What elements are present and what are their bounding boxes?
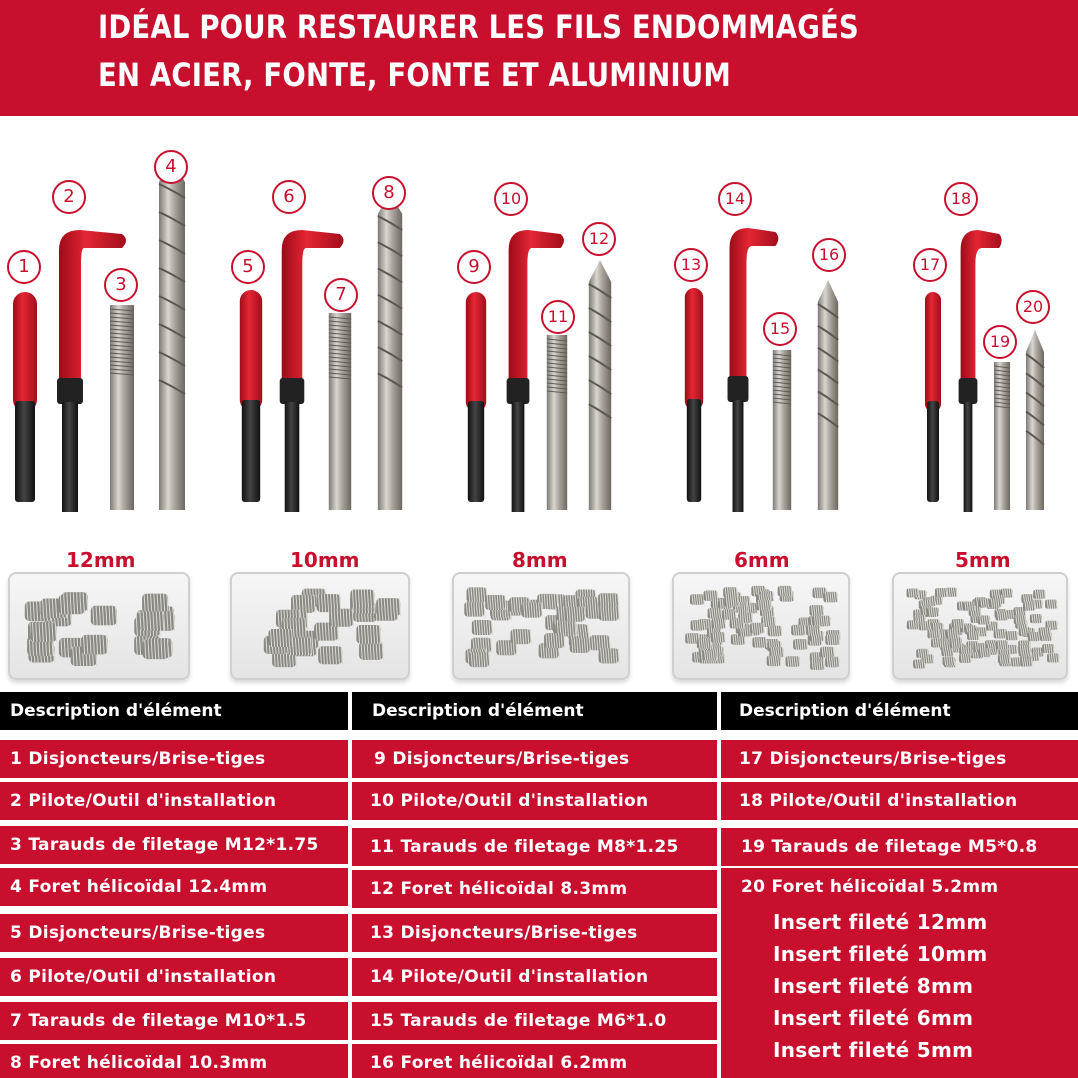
coil-insert bbox=[996, 640, 1008, 649]
item-number-badge: 20 bbox=[1016, 290, 1050, 324]
insert-item: Insert fileté 12mm bbox=[773, 910, 988, 934]
breaker-rod bbox=[468, 401, 484, 502]
insert-list bbox=[721, 902, 1078, 1078]
coil-insert bbox=[565, 607, 586, 622]
item-number-badge: 8 bbox=[372, 176, 406, 210]
table-row: 11 Tarauds de filetage M8*1.25 bbox=[352, 828, 717, 866]
item-number-badge: 16 bbox=[812, 238, 846, 272]
size-label-10mm: 10mm bbox=[290, 548, 360, 572]
insert-coils-12mm bbox=[10, 574, 190, 680]
drill-body bbox=[589, 260, 611, 510]
breaker-rod bbox=[687, 399, 701, 502]
insert-box-12mm bbox=[8, 572, 190, 680]
column-header: Description d'élément bbox=[0, 692, 348, 730]
coil-insert bbox=[752, 637, 766, 648]
coil-insert bbox=[142, 594, 168, 614]
table-row: 9 Disjoncteurs/Brise-tiges bbox=[352, 740, 717, 778]
coil-insert bbox=[485, 595, 506, 610]
item-number-badge: 9 bbox=[457, 250, 491, 284]
tap-body bbox=[110, 305, 134, 510]
pilot-rod bbox=[62, 402, 78, 512]
coil-insert bbox=[1023, 602, 1035, 611]
item-number-badge: 15 bbox=[763, 312, 797, 346]
coil-insert bbox=[704, 591, 718, 602]
pilot-collar bbox=[728, 376, 749, 402]
coil-insert bbox=[1033, 590, 1045, 599]
breaker-handle bbox=[13, 292, 37, 412]
coil-insert bbox=[138, 611, 164, 631]
coil-insert bbox=[913, 659, 925, 668]
table-row: 7 Tarauds de filetage M10*1.5 bbox=[0, 1002, 348, 1040]
item-number-badge: 18 bbox=[944, 182, 978, 216]
coil-insert bbox=[356, 626, 380, 644]
coil-insert bbox=[967, 631, 979, 640]
coil-insert bbox=[522, 603, 543, 618]
table-row: 16 Foret hélicoïdal 6.2mm bbox=[352, 1044, 717, 1078]
coil-insert bbox=[767, 656, 781, 667]
coil-insert bbox=[946, 629, 958, 638]
breaker-handle bbox=[466, 292, 486, 412]
coil-insert bbox=[998, 655, 1010, 664]
drill-body bbox=[378, 192, 402, 510]
coil-insert bbox=[979, 598, 991, 607]
coil-insert bbox=[464, 602, 485, 617]
breaker-handle bbox=[240, 290, 262, 411]
coil-insert bbox=[750, 623, 764, 634]
tools-drawing bbox=[0, 130, 1078, 530]
coil-insert bbox=[825, 634, 839, 645]
coil-insert bbox=[1047, 653, 1059, 662]
tap-body bbox=[547, 335, 567, 510]
tool-group-4 bbox=[685, 228, 838, 512]
insert-item: Insert fileté 5mm bbox=[773, 1038, 974, 1062]
insert-box-5mm bbox=[892, 572, 1068, 680]
insert-box-6mm bbox=[672, 572, 850, 680]
coil-insert bbox=[359, 642, 383, 660]
coil-insert bbox=[959, 654, 971, 663]
breaker-rod bbox=[927, 401, 939, 502]
table-row: 17 Disjoncteurs/Brise-tiges bbox=[721, 740, 1078, 778]
coil-insert bbox=[963, 602, 975, 611]
coil-insert bbox=[467, 587, 488, 602]
pilot-collar bbox=[507, 378, 530, 404]
coil-insert bbox=[329, 609, 353, 627]
pilot-collar bbox=[280, 378, 305, 404]
table-row: 8 Foret hélicoïdal 10.3mm bbox=[0, 1044, 348, 1078]
column-header: Description d'élément bbox=[352, 692, 717, 730]
table-row: 15 Tarauds de filetage M6*1.0 bbox=[352, 1002, 717, 1040]
coil-insert bbox=[927, 629, 939, 638]
insert-item: Insert fileté 6mm bbox=[773, 1006, 974, 1030]
coil-insert bbox=[511, 629, 532, 644]
coil-insert bbox=[599, 606, 620, 621]
size-label-8mm: 8mm bbox=[512, 548, 568, 572]
table-row: 6 Pilote/Outil d'installation bbox=[0, 958, 348, 996]
table-row: 3 Tarauds de filetage M12*1.75 bbox=[0, 826, 348, 864]
table-column-2 bbox=[352, 690, 717, 1078]
coil-insert bbox=[791, 625, 805, 636]
coil-insert bbox=[570, 638, 591, 653]
insert-coils-6mm bbox=[674, 574, 850, 680]
table-row: 20 Foret hélicoïdal 5.2mm bbox=[721, 868, 1078, 906]
item-number-badge: 6 bbox=[272, 180, 306, 214]
coil-insert bbox=[1014, 615, 1026, 624]
insert-item: Insert fileté 10mm bbox=[773, 942, 988, 966]
coil-insert bbox=[793, 639, 807, 650]
table-column-1 bbox=[0, 690, 348, 1078]
coil-insert bbox=[1018, 645, 1030, 654]
title-line-1: IDÉAL POUR RESTAURER LES FILS ENDOMMAGÉS bbox=[98, 8, 859, 46]
insert-coils-5mm bbox=[894, 574, 1068, 680]
insert-item: Insert fileté 8mm bbox=[773, 974, 974, 998]
table-row: 2 Pilote/Outil d'installation bbox=[0, 782, 348, 820]
item-number-badge: 19 bbox=[983, 325, 1017, 359]
insert-boxes bbox=[0, 548, 1078, 688]
item-number-badge: 12 bbox=[582, 222, 616, 256]
coil-insert bbox=[1006, 631, 1018, 640]
coil-insert bbox=[708, 608, 722, 619]
item-number-badge: 10 bbox=[494, 182, 528, 216]
coil-insert bbox=[825, 657, 839, 668]
item-number-badge: 14 bbox=[718, 182, 752, 216]
table-row: 4 Foret hélicoïdal 12.4mm bbox=[0, 868, 348, 906]
table-row: 12 Foret hélicoïdal 8.3mm bbox=[352, 870, 717, 908]
coil-insert bbox=[768, 626, 782, 637]
coil-insert bbox=[786, 656, 800, 667]
coil-insert bbox=[978, 648, 990, 657]
coil-insert bbox=[756, 600, 770, 611]
coil-insert bbox=[81, 635, 107, 655]
pilot-rod bbox=[964, 402, 973, 512]
coil-insert bbox=[318, 646, 342, 664]
pilot-rod bbox=[733, 400, 744, 512]
coil-insert bbox=[943, 656, 955, 665]
item-number-badge: 17 bbox=[913, 248, 947, 282]
coil-insert bbox=[1030, 614, 1042, 623]
coil-insert bbox=[1020, 658, 1032, 667]
coil-insert bbox=[1028, 632, 1040, 641]
coil-insert bbox=[931, 638, 943, 647]
tools-illustration bbox=[0, 130, 1078, 530]
coil-insert bbox=[916, 649, 928, 658]
coil-insert bbox=[722, 609, 736, 620]
size-label-6mm: 6mm bbox=[734, 548, 790, 572]
table-row: 13 Disjoncteurs/Brise-tiges bbox=[352, 914, 717, 952]
coil-insert bbox=[820, 647, 834, 658]
table-row: 14 Pilote/Outil d'installation bbox=[352, 958, 717, 996]
item-number-badge: 5 bbox=[231, 250, 265, 284]
item-number-badge: 13 bbox=[674, 248, 708, 282]
coil-insert bbox=[978, 616, 990, 625]
table-column-3 bbox=[721, 690, 1078, 1078]
tool-groups bbox=[13, 160, 1044, 512]
insert-coils-8mm bbox=[454, 574, 630, 680]
pilot-handle bbox=[730, 228, 779, 378]
coil-insert bbox=[712, 618, 726, 629]
column-header: Description d'élément bbox=[721, 692, 1078, 730]
coil-insert bbox=[268, 629, 292, 647]
table-row: 10 Pilote/Outil d'installation bbox=[352, 782, 717, 820]
title-banner bbox=[0, 0, 1078, 116]
coil-insert bbox=[812, 616, 826, 627]
table-row: 5 Disjoncteurs/Brise-tiges bbox=[0, 914, 348, 952]
item-number-badge: 3 bbox=[104, 268, 138, 302]
insert-box-8mm bbox=[452, 572, 630, 680]
coil-insert bbox=[697, 638, 711, 649]
coil-insert bbox=[544, 633, 565, 648]
coil-insert bbox=[469, 652, 490, 667]
coil-insert bbox=[950, 639, 962, 648]
insert-box-10mm bbox=[230, 572, 410, 680]
coil-insert bbox=[472, 620, 493, 635]
coil-insert bbox=[806, 625, 820, 636]
pilot-rod bbox=[512, 402, 525, 512]
item-number-badge: 1 bbox=[7, 250, 41, 284]
pilot-collar bbox=[57, 378, 83, 404]
table-row: 1 Disjoncteurs/Brise-tiges bbox=[0, 740, 348, 778]
coil-insert bbox=[907, 588, 919, 597]
coil-insert bbox=[702, 650, 716, 661]
breaker-rod bbox=[15, 401, 35, 502]
coil-insert bbox=[91, 606, 117, 626]
coil-insert bbox=[711, 632, 725, 643]
coil-insert bbox=[690, 594, 704, 605]
insert-coils-10mm bbox=[232, 574, 410, 680]
tool-group-2 bbox=[240, 192, 402, 512]
coil-insert bbox=[350, 589, 374, 607]
coil-insert bbox=[907, 620, 919, 629]
coil-insert bbox=[30, 623, 56, 643]
coil-insert bbox=[952, 619, 964, 628]
description-table bbox=[0, 690, 1078, 1078]
tool-group-1 bbox=[13, 160, 185, 512]
coil-insert bbox=[996, 611, 1008, 620]
title-line-2: EN ACIER, FONTE, FONTE ET ALUMINIUM bbox=[98, 56, 731, 94]
item-number-badge: 11 bbox=[541, 300, 575, 334]
coil-insert bbox=[823, 592, 837, 603]
coil-insert bbox=[810, 659, 824, 670]
coil-insert bbox=[1039, 627, 1051, 636]
item-number-badge: 4 bbox=[154, 150, 188, 184]
coil-insert bbox=[989, 598, 1001, 607]
breaker-handle bbox=[925, 292, 941, 412]
coil-insert bbox=[809, 605, 823, 616]
coil-insert bbox=[994, 629, 1006, 638]
pilot-collar bbox=[959, 378, 978, 404]
item-number-badge: 7 bbox=[324, 278, 358, 312]
coil-insert bbox=[724, 596, 738, 607]
pilot-rod bbox=[285, 402, 300, 512]
coil-insert bbox=[376, 598, 400, 616]
table-row: 19 Tarauds de filetage M5*0.8 bbox=[721, 828, 1078, 866]
coil-insert bbox=[691, 620, 705, 631]
coil-insert bbox=[1045, 600, 1057, 609]
coil-insert bbox=[590, 635, 611, 650]
table-row: 18 Pilote/Outil d'installation bbox=[721, 782, 1078, 820]
breaker-handle bbox=[685, 288, 703, 410]
coil-insert bbox=[58, 595, 84, 615]
breaker-rod bbox=[242, 400, 260, 502]
coil-insert bbox=[1042, 644, 1054, 653]
coil-insert bbox=[927, 607, 939, 616]
coil-insert bbox=[778, 586, 792, 597]
size-label-5mm: 5mm bbox=[955, 548, 1011, 572]
size-label-12mm: 12mm bbox=[66, 548, 136, 572]
item-number-badge: 2 bbox=[52, 180, 86, 214]
coil-insert bbox=[143, 640, 169, 660]
coil-insert bbox=[935, 588, 947, 597]
coil-insert bbox=[599, 648, 620, 663]
